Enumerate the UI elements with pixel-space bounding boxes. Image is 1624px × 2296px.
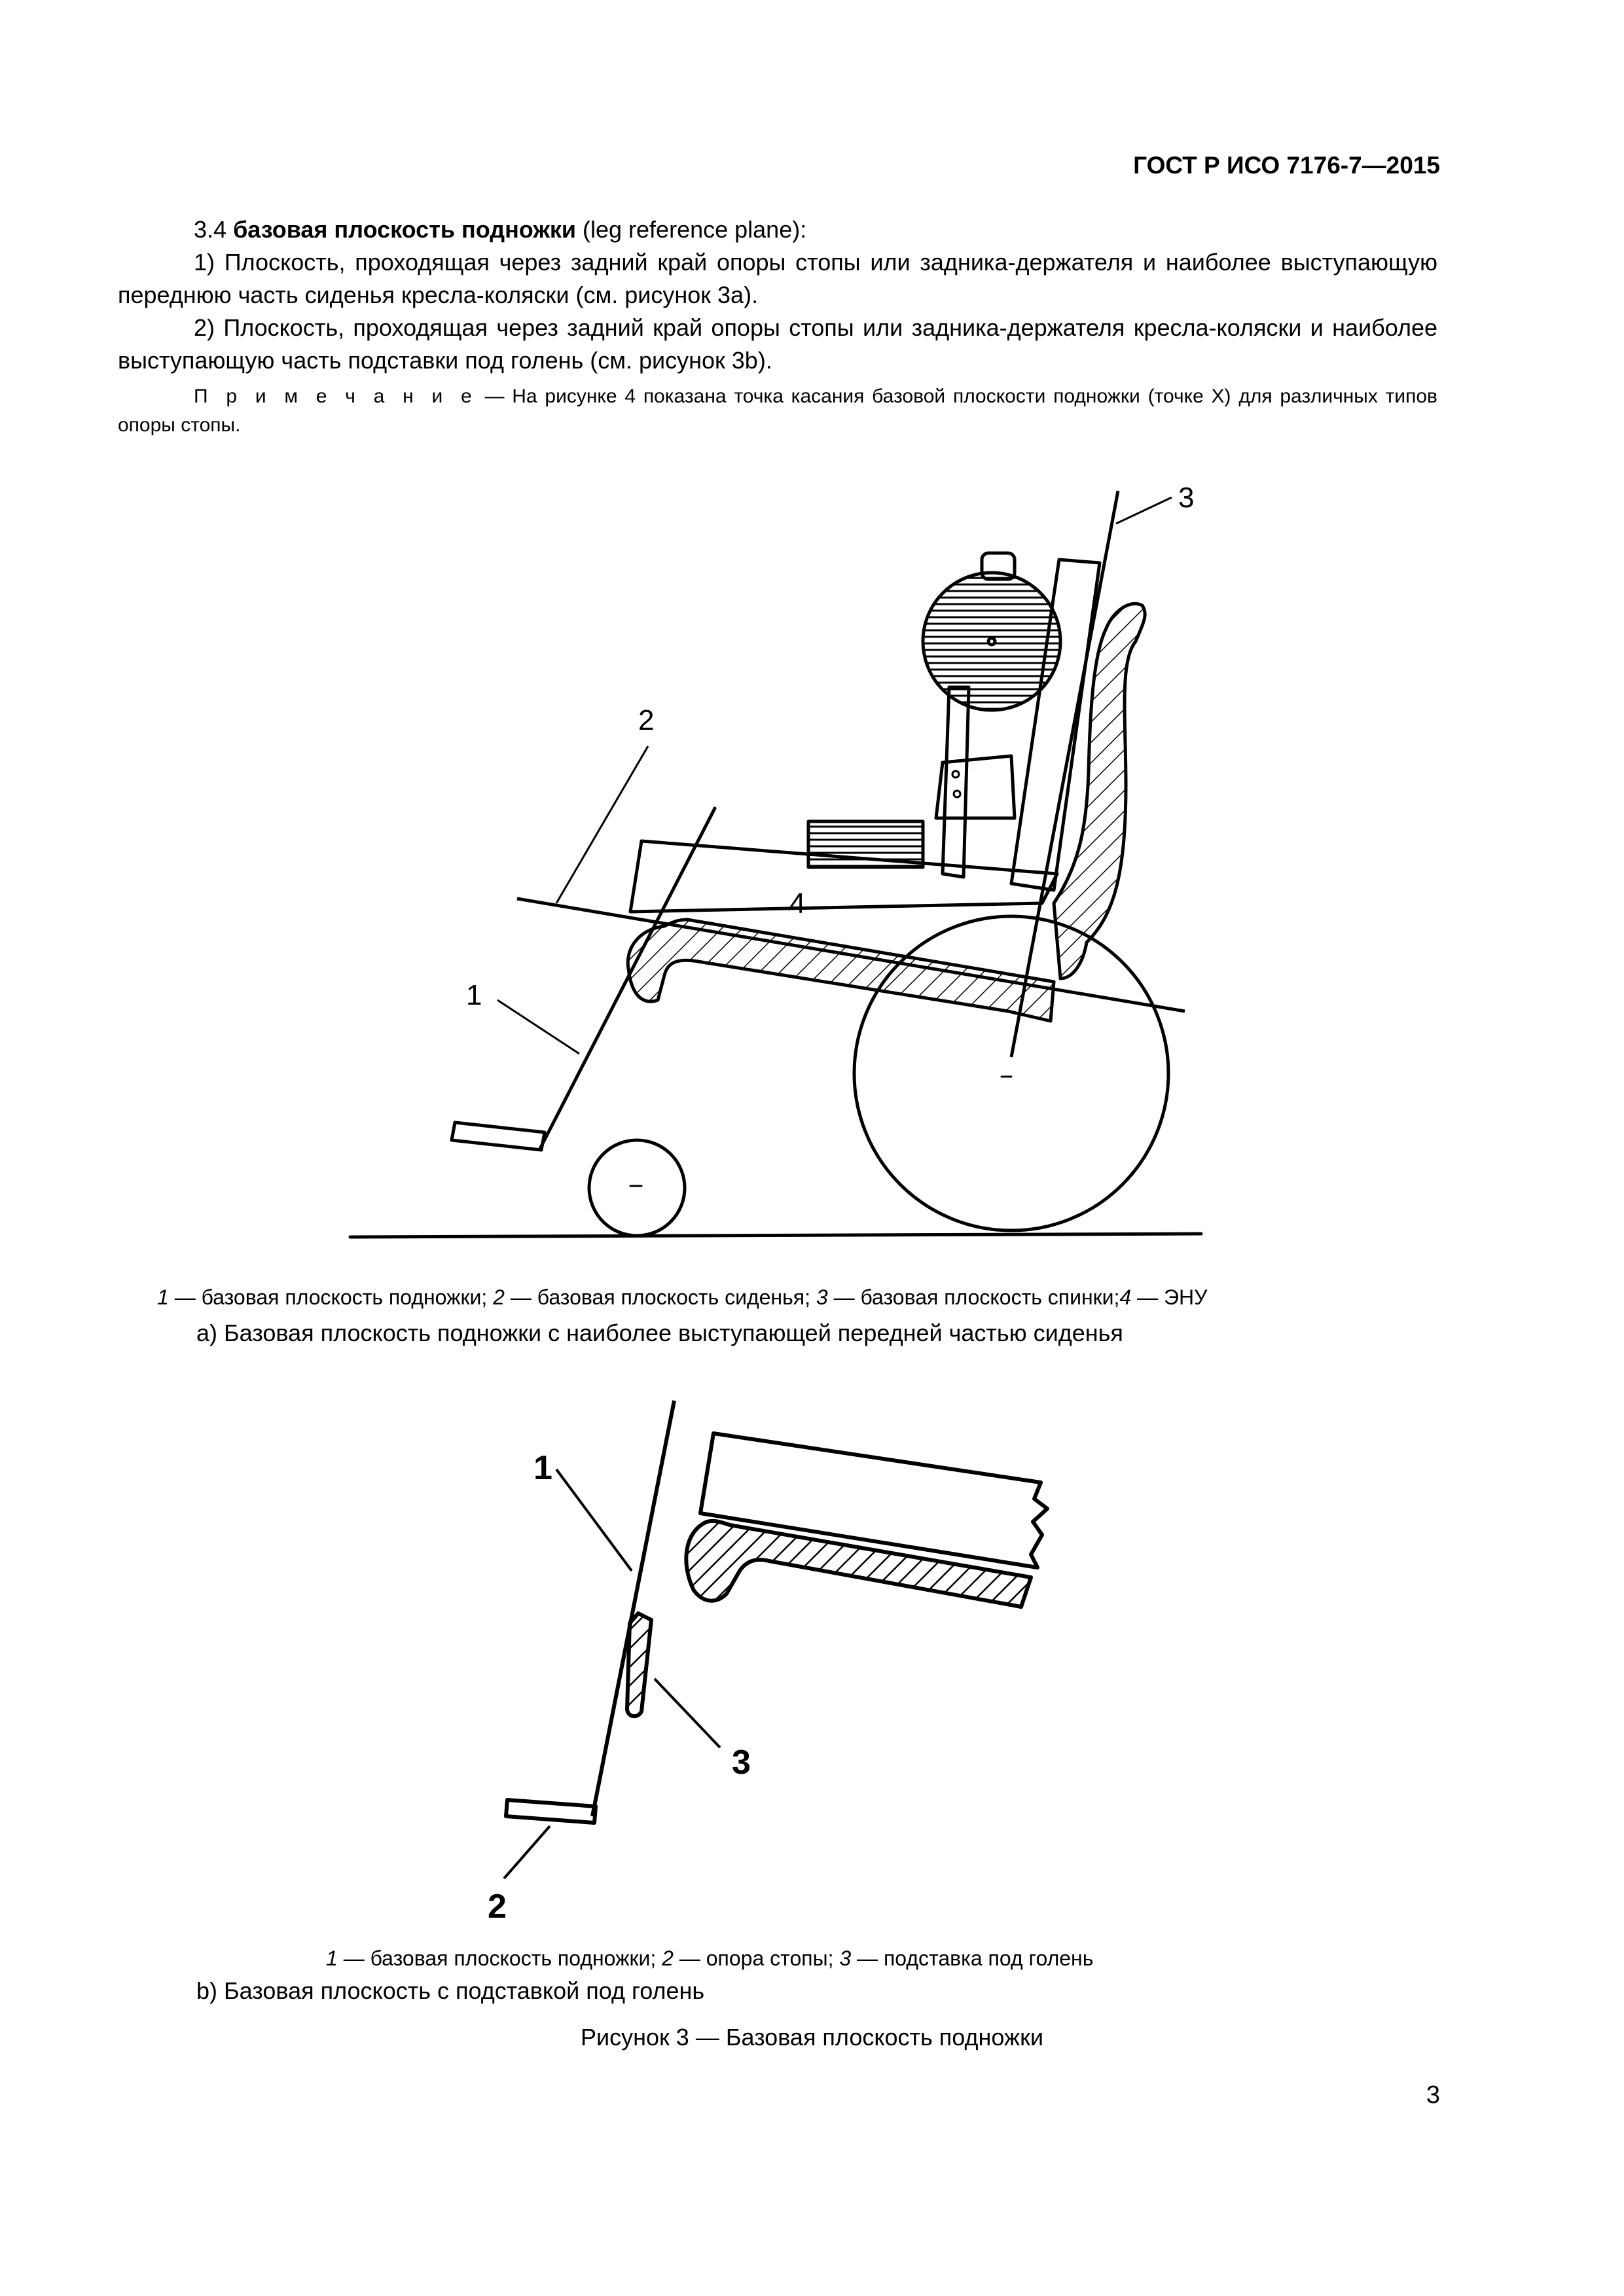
note-text: — На рисунке 4 показана точка касания базовой плоскости подножки (точке X) для различных типов опоры стопы. [118,386,1437,436]
fig-b-label-3: 3 [732,1744,751,1782]
seat-frame-hatched-b [686,1521,1031,1607]
seat-frame-hatched [628,920,1054,1021]
figure-b-subcaption: b) Базовая плоскость с подставкой под голень [196,1977,705,2004]
figure-caption: Рисунок 3 — Базовая плоскость подножки [581,2024,1043,2051]
document-id-header: ГОСТ Р ИСО 7176-7—2015 [1133,152,1440,179]
fig-a-label-3: 3 [1178,482,1195,514]
fig-b-label-2: 2 [488,1888,507,1926]
ground-line [350,1234,1201,1237]
footrest [452,1122,545,1150]
section-number: 3.4 [194,216,227,243]
page-number: 3 [1426,2081,1440,2109]
figure-a-legend: 1 — базовая плоскость подножки; 2 — базовая плоскость сиденья; 3 — базовая плоскость спинки;4 — ЭНУ [157,1285,1208,1309]
fig-a-label-1: 1 [466,979,482,1011]
fig-b-label-1: 1 [533,1449,552,1487]
term-title: базовая плоскость подножки [233,216,576,243]
fig-a-label-2: 2 [638,704,655,736]
definition-item-1: 1) Плоскость, проходящая через задний край опоры стопы или задника-держателя и наиболее выступающую переднюю часть сиденья кресла-коляски (см. рисунок 3a). [118,249,1437,308]
figure-3b-drawing [0,1374,1624,1937]
leg-frame [540,808,715,1149]
fig-a-label-4: 4 [789,888,806,920]
head-column [943,687,969,877]
definition-item-2: 2) Плоскость, проходящая через задний край опоры стопы или задника-держателя кресла-коляски и наиболее выступающую часть подставки под голень (см. рисунок 3b). [118,314,1437,374]
note-label: П р и м е ч а н и е [194,386,477,407]
figure-b-legend: 1 — базовая плоскость подножки; 2 — опора стопы; 3 — подставка под голень [326,1946,1094,1970]
figure-a-subcaption: a) Базовая плоскость подножки с наиболее выступающей передней частью сиденья [196,1319,1123,1346]
caster-wheel [589,1140,685,1236]
footrest-b [506,1800,596,1823]
seat-weight-block [808,821,923,867]
term-english: (leg reference plane): [583,216,807,243]
leg-reference-plane-b [592,1401,674,1816]
